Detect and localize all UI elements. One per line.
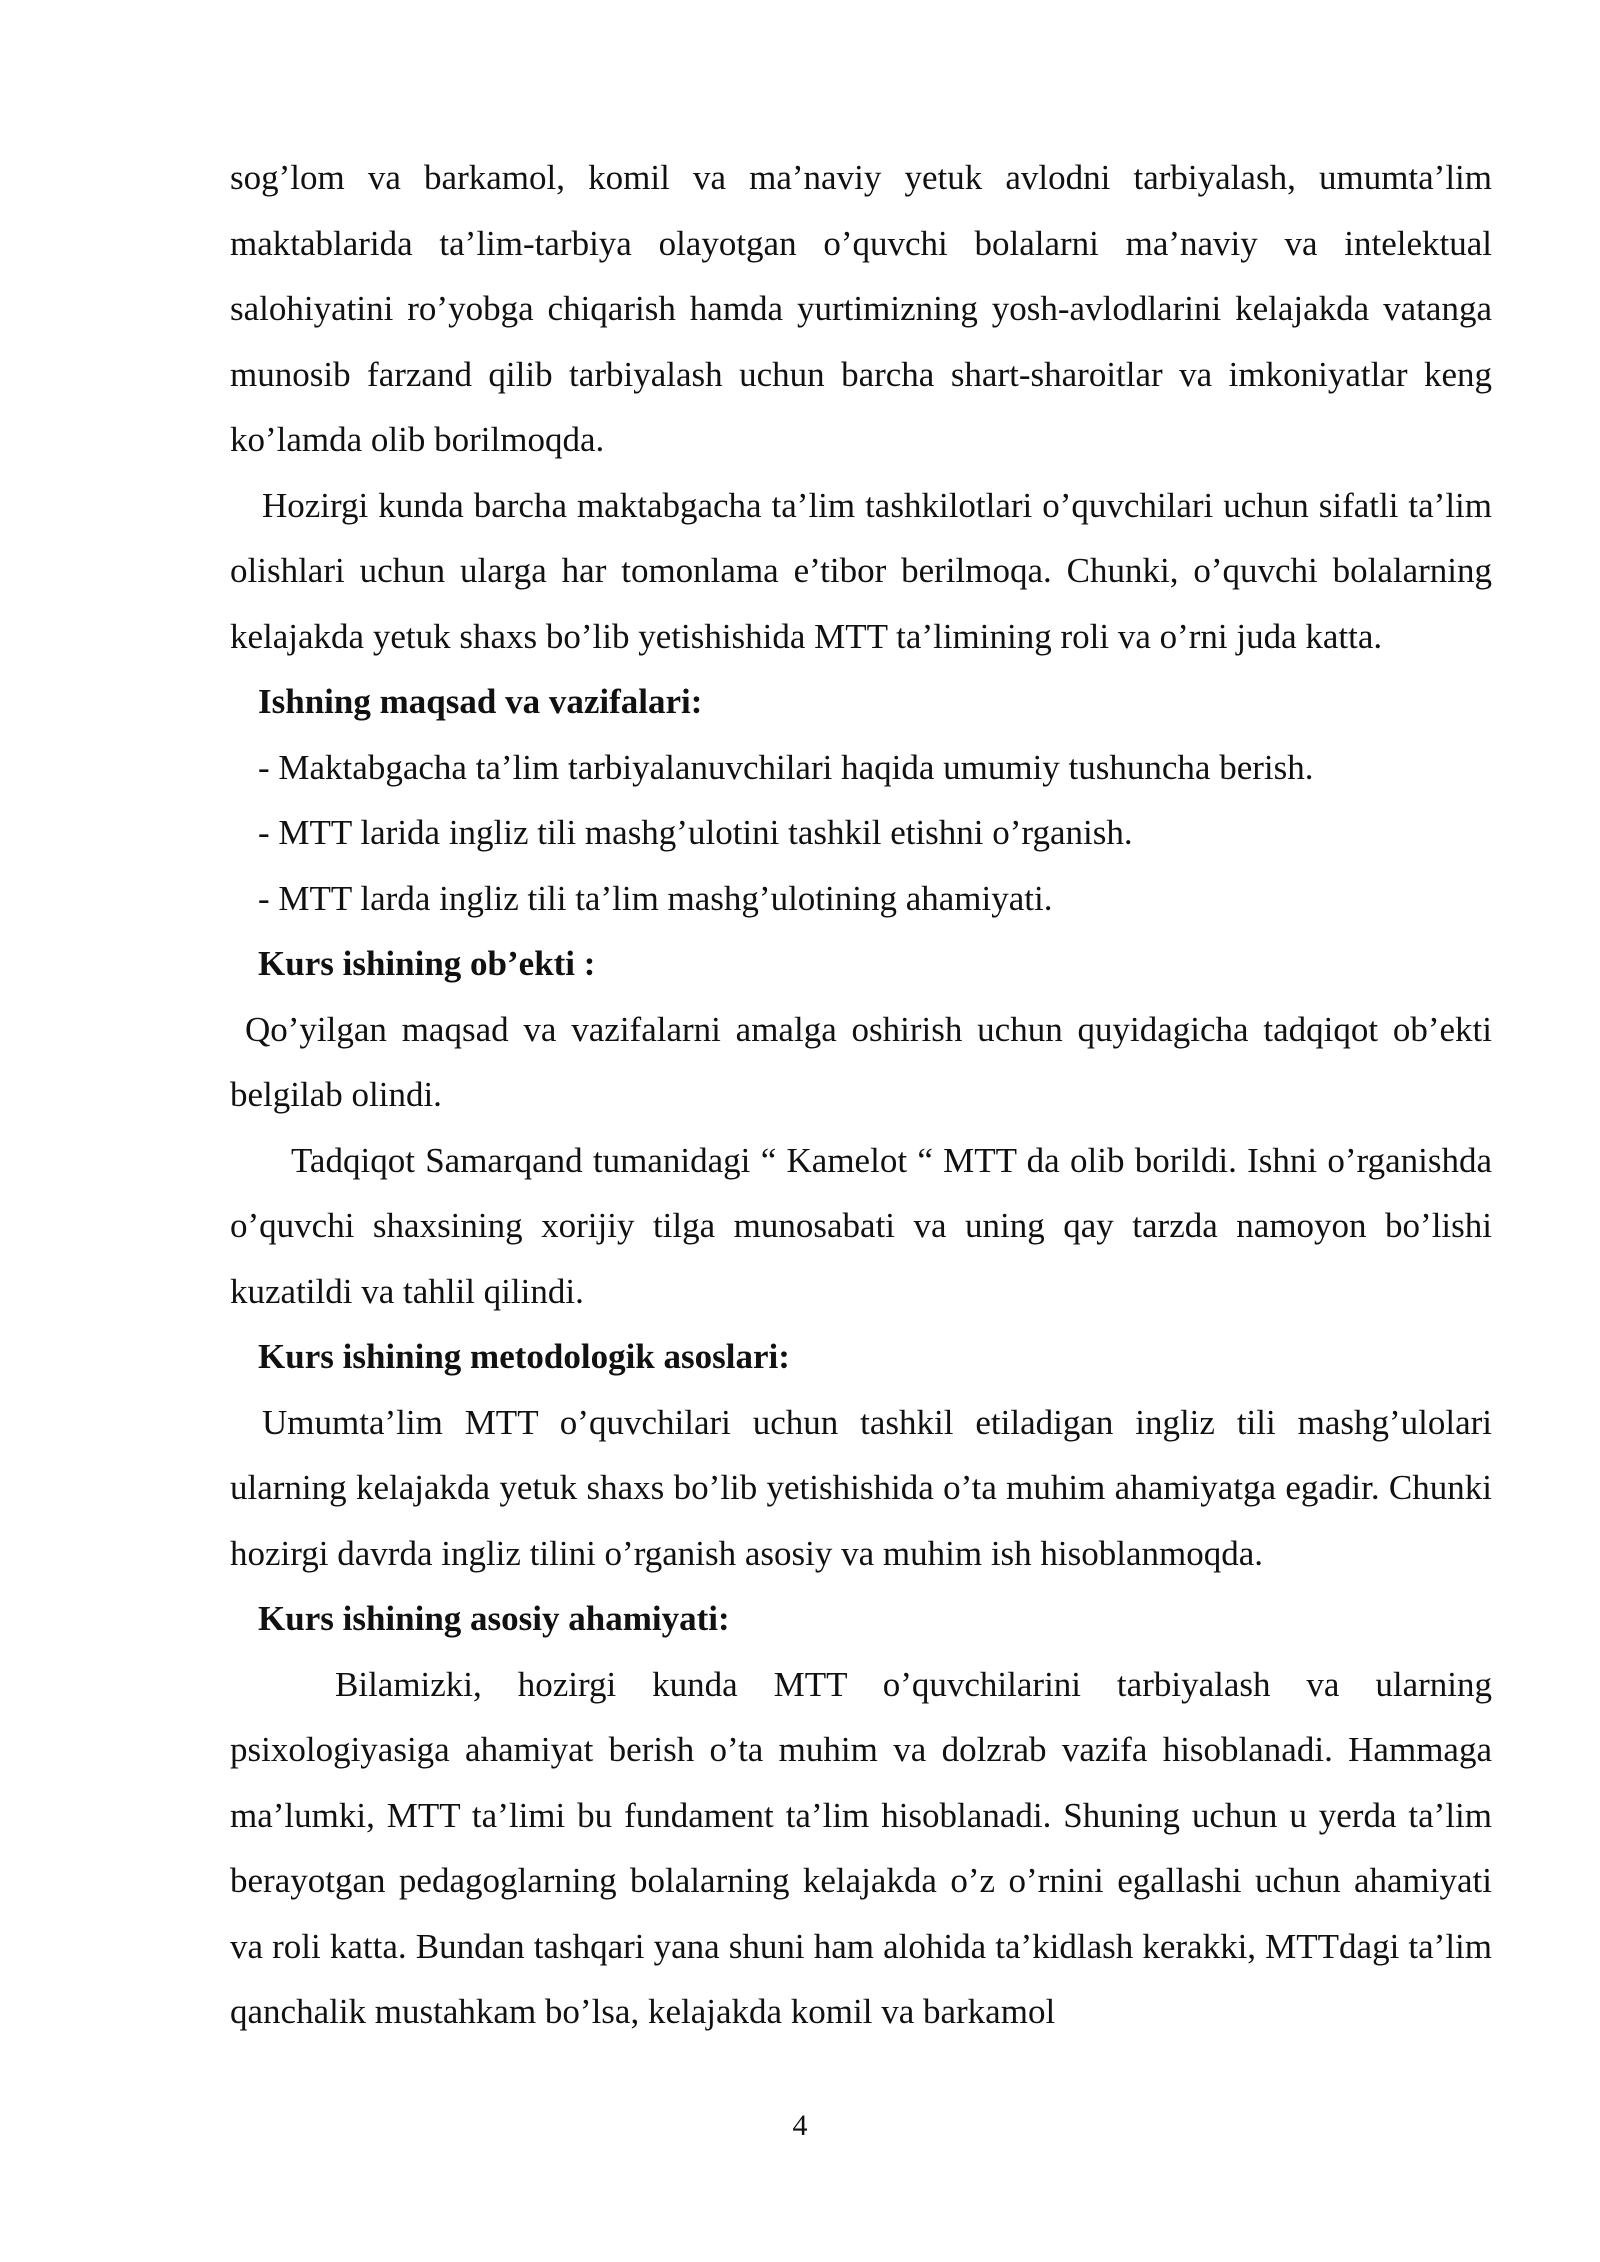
goal-item-3: - MTT larda ingliz tili ta’lim mashg’ulotining ahamiyati. xyxy=(258,878,1053,918)
paragraph-importance: Bilamizki, hozirgi kunda MTT o’quvchilarini tarbiyalash va ularning psixologiyasiga ahamiyat berish o’ta muhim va dolzrab vazifa hisoblanadi. Hammaga ma’lumki, MTT ta’limi bu fundament ta’lim hisoblanadi. Shuning uchun u yerda ta’lim berayotgan pedagoglarning bolalarning kelajakda o’z o’rnini egallashi uchun ahamiyati va roli katta. Bundan tashqari yana shuni ham alohida ta’kidlash kerakki, MTTdagi ta’lim qanchalik mustahkam bo’lsa, kelajakda komil va barkamol xyxy=(230,1664,1492,2031)
paragraph-intro: sog’lom va barkamol, komil va ma’naviy yetuk avlodni tarbiyalash, umumta’lim maktablarida ta’lim-tarbiya olayotgan o’quvchi bolalarni ma’naviy va intelektual salohiyatini ro’yobga chiqarish hamda yurtimizning yosh-avlodlarini kelajakda vatanga munosib farzand qilib tarbiyalash uchun barcha shart-sharoitlar va imkoniyatlar keng ko’lamda olib borilmoqda. xyxy=(230,158,1492,459)
heading-goals: Ishning maqsad va vazifalari: xyxy=(258,682,703,721)
heading-object: Kurs ishining ob’ekti : xyxy=(258,944,596,983)
paragraph-object-1: Qo’yilgan maqsad va vazifalarni amalga oshirish uchun quyidagicha tadqiqot ob’ekti belgilab olindi. xyxy=(230,1009,1492,1114)
paragraph-object-2: Tadqiqot Samarqand tumanidagi “ Kamelot “ MTT da olib borildi. Ishni o’rganishda o’quvchi shaxsining xorijiy tilga munosabati va uning qay tarzda namoyon bo’lishi kuzatildi va tahlil qilindi. xyxy=(230,1140,1492,1311)
goal-item-2: - MTT larida ingliz tili mashg’ulotini tashkil etishni o’rganish. xyxy=(258,813,1133,852)
document-page xyxy=(230,145,1492,2045)
page-number: 4 xyxy=(792,2109,808,2142)
heading-methodology: Kurs ishining metodologik asoslari: xyxy=(258,1337,790,1376)
heading-importance: Kurs ishining asosiy ahamiyati: xyxy=(258,1599,730,1638)
paragraph-hozirgi: Hozirgi kunda barcha maktabgacha ta’lim tashkilotlari o’quvchilari uchun sifatli ta’lim olishlari uchun ularga har tomonlama e’tibor berilmoqa. Chunki, o’quvchi bolalarning kelajakda yetuk shaxs bo’lib yetishishida MTT ta’limining roli va o’rni juda katta. xyxy=(230,485,1492,656)
goal-item-1: - Maktabgacha ta’lim tarbiyalanuvchilari haqida umumiy tushuncha berish. xyxy=(258,747,1314,787)
paragraph-methodology: Umumta’lim MTT o’quvchilari uchun tashkil etiladigan ingliz tili mashg’ulolari ularning kelajakda yetuk shaxs bo’lib yetishishida o’ta muhim ahamiyatga egadir. Chunki hozirgi davrda ingliz tilini o’rganish asosiy va muhim ish hisoblanmoqda. xyxy=(230,1402,1492,1573)
